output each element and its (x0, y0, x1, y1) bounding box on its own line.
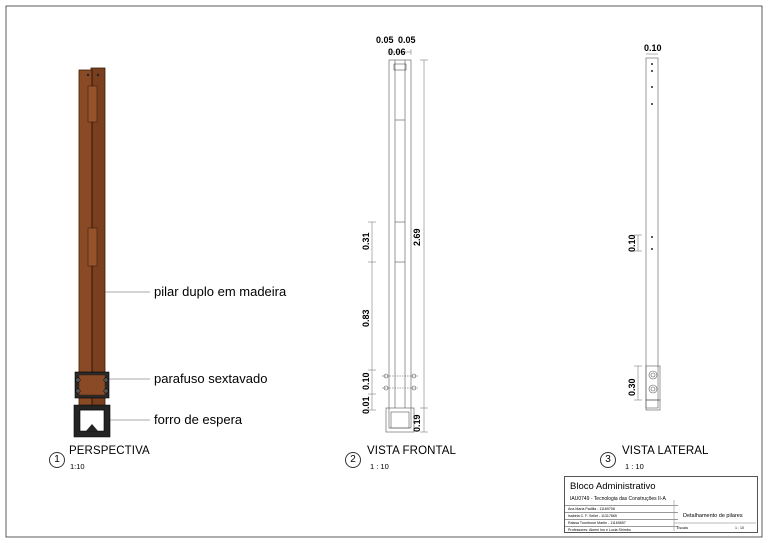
page-scale: 1 : 10 (735, 526, 744, 530)
dim-side-plate-height: 0.30 (627, 378, 637, 396)
project-name: Bloco Administrativo (570, 481, 656, 492)
perspective-pillar (74, 68, 110, 437)
dim-top-left: 0.05 (376, 35, 394, 45)
dim-seg-083: 0.83 (361, 309, 371, 327)
side-view-holes (651, 63, 653, 250)
view-2-number: 2 (345, 452, 361, 468)
view-3-number: 3 (600, 452, 616, 468)
view-2-scale: 1 : 10 (370, 462, 389, 471)
dim-side-width: 0.10 (644, 43, 662, 53)
sheet-border (6, 6, 762, 537)
scale-label: Escala (677, 526, 688, 530)
sheet-title: Detalhamento de pilares (683, 513, 743, 519)
view-3-title: VISTA LATERAL (622, 445, 709, 457)
dim-width: 0.06 (388, 47, 406, 57)
dim-seg-010: 0.10 (361, 372, 371, 390)
view-1-scale: 1:10 (70, 462, 85, 471)
title-block (564, 476, 758, 533)
student-row: Ana Maria Padilla - 11169708 (565, 505, 678, 513)
callout-base: forro de espera (154, 412, 243, 427)
student-row: Raissa Trombone Martin - 11169657 (565, 519, 678, 527)
callout-bolt: parafuso sextavado (154, 371, 268, 386)
dim-top-right: 0.05 (398, 35, 416, 45)
side-view (646, 58, 660, 410)
dim-seg-031: 0.31 (361, 232, 371, 250)
professor-row: Professores: Akemi Ino e Lucia Shimbo (565, 526, 678, 534)
view-1-title: PERSPECTIVA (69, 445, 150, 457)
dim-side-hole-spacing: 0.10 (627, 234, 637, 252)
front-view (382, 60, 418, 432)
dim-seg-001: 0.01 (361, 396, 371, 414)
view-2-title: VISTA FRONTAL (367, 445, 457, 457)
callout-pillar: pilar duplo em madeira (154, 284, 287, 299)
dim-total-height: 2.69 (412, 228, 422, 246)
course-name: IAU0749 - Tecnologia das Construções II-A (570, 496, 666, 502)
view-1-number: 1 (49, 452, 65, 468)
dim-base-019: 0.19 (412, 414, 422, 432)
student-row: Isabela C. F. Sellet - 11317865 (565, 512, 678, 520)
view-3-scale: 1 : 10 (625, 462, 644, 471)
